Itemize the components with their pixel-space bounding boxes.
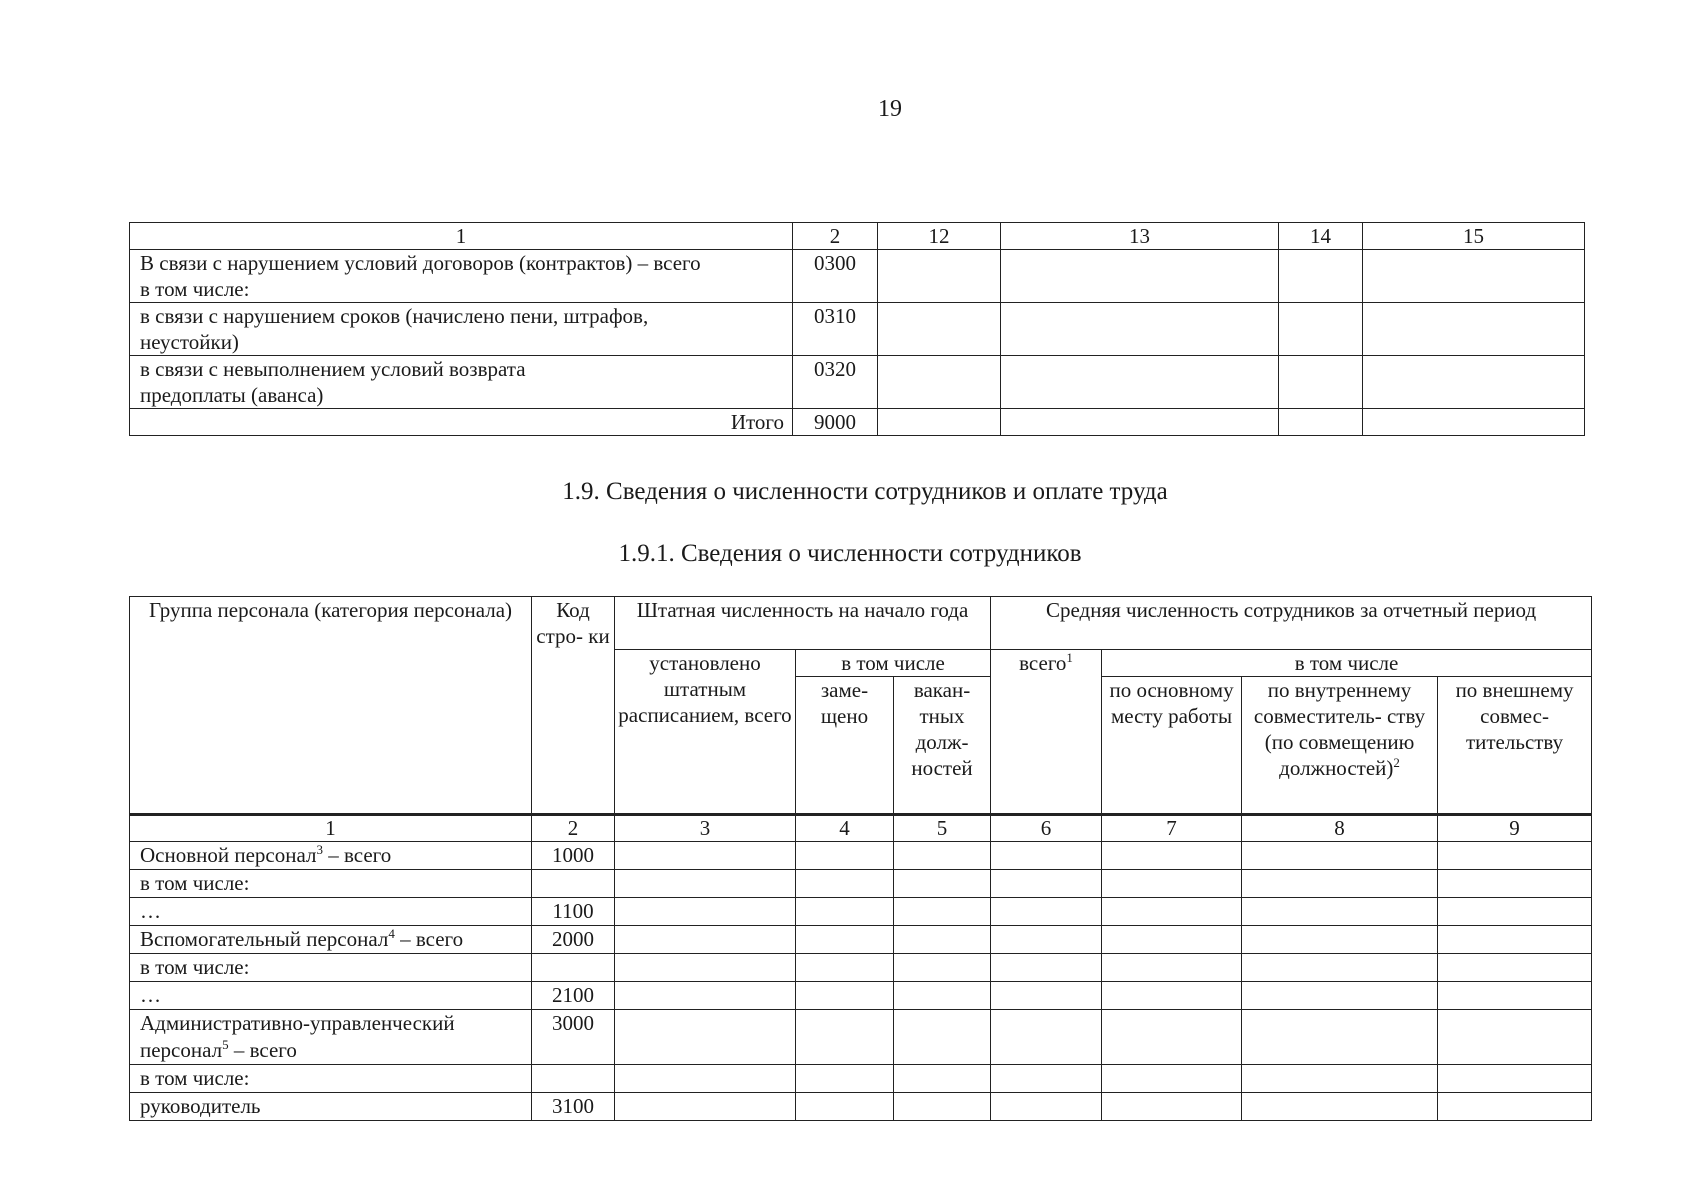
cell-empty bbox=[1279, 303, 1363, 356]
column-number: 5 bbox=[894, 815, 991, 842]
row-label: в том числе: bbox=[130, 870, 532, 898]
row-code: 3000 bbox=[532, 1010, 615, 1065]
cell-empty bbox=[991, 982, 1102, 1010]
page-number: 19 bbox=[878, 96, 902, 122]
cell-empty bbox=[1102, 842, 1242, 870]
cell-empty bbox=[991, 954, 1102, 982]
cell-empty bbox=[615, 1093, 796, 1121]
row-label: в связи с нарушением сроков (начислено пени, штрафов, неустойки) bbox=[130, 303, 793, 356]
cell-empty bbox=[878, 356, 1001, 409]
cell-empty bbox=[1242, 982, 1438, 1010]
cell-empty bbox=[1102, 982, 1242, 1010]
column-header-13: 13 bbox=[1001, 223, 1279, 250]
cell-empty bbox=[1438, 870, 1592, 898]
row-code bbox=[532, 954, 615, 982]
cell-empty bbox=[796, 1093, 894, 1121]
cell-empty bbox=[1001, 409, 1279, 436]
column-number: 4 bbox=[796, 815, 894, 842]
header-main-job: по основному месту работы bbox=[1102, 677, 1242, 815]
cell-empty bbox=[878, 409, 1001, 436]
cell-empty bbox=[1242, 898, 1438, 926]
column-number: 3 bbox=[615, 815, 796, 842]
cell-empty bbox=[894, 842, 991, 870]
cell-empty bbox=[894, 870, 991, 898]
cell-empty bbox=[991, 870, 1102, 898]
column-header-14: 14 bbox=[1279, 223, 1363, 250]
cell-empty bbox=[1102, 1010, 1242, 1065]
row-code bbox=[532, 1065, 615, 1093]
column-number: 1 bbox=[130, 815, 532, 842]
header-staff: Штатная численность на начало года bbox=[615, 597, 991, 650]
column-number: 8 bbox=[1242, 815, 1438, 842]
row-label: В связи с нарушением условий договоров (контрактов) – всего в том числе: bbox=[130, 250, 793, 303]
cell-empty bbox=[991, 842, 1102, 870]
cell-empty bbox=[1242, 1065, 1438, 1093]
cell-empty bbox=[991, 926, 1102, 954]
cell-empty bbox=[1438, 1010, 1592, 1065]
row-label: Основной персонал$^3$ – всего bbox=[130, 842, 532, 870]
row-label: в том числе: bbox=[130, 954, 532, 982]
cell-empty bbox=[1279, 409, 1363, 436]
column-header-2: 2 bbox=[793, 223, 878, 250]
cell-empty bbox=[991, 1093, 1102, 1121]
cell-empty bbox=[615, 1010, 796, 1065]
cell-empty bbox=[1363, 303, 1585, 356]
table-row bbox=[130, 926, 1592, 954]
header-including: в том числе bbox=[1102, 650, 1592, 677]
cell-empty bbox=[796, 982, 894, 1010]
table-row bbox=[130, 250, 1585, 303]
table-row bbox=[130, 1065, 1592, 1093]
cell-empty bbox=[796, 898, 894, 926]
row-label: в том числе: bbox=[130, 1065, 532, 1093]
cell-empty bbox=[1242, 1010, 1438, 1065]
cell-empty bbox=[1438, 842, 1592, 870]
cell-empty bbox=[1242, 1093, 1438, 1121]
cell-empty bbox=[1279, 250, 1363, 303]
cell-empty bbox=[1242, 954, 1438, 982]
cell-empty bbox=[1001, 303, 1279, 356]
row-label: … bbox=[130, 898, 532, 926]
total-row bbox=[130, 409, 1585, 436]
cell-empty bbox=[894, 926, 991, 954]
cell-empty bbox=[878, 303, 1001, 356]
cell-empty bbox=[1363, 250, 1585, 303]
header-code: Код стро- ки bbox=[532, 597, 615, 815]
cell-empty bbox=[615, 954, 796, 982]
cell-empty bbox=[796, 1065, 894, 1093]
cell-empty bbox=[1102, 898, 1242, 926]
row-code: 2000 bbox=[532, 926, 615, 954]
cell-empty bbox=[1242, 842, 1438, 870]
cell-empty bbox=[1438, 982, 1592, 1010]
table-row bbox=[130, 982, 1592, 1010]
header-filled: заме- щено bbox=[796, 677, 894, 815]
table-row bbox=[130, 356, 1585, 409]
total-label: Итого bbox=[130, 409, 793, 436]
column-number: 7 bbox=[1102, 815, 1242, 842]
cell-empty bbox=[1279, 356, 1363, 409]
cell-empty bbox=[1102, 1065, 1242, 1093]
table-row bbox=[130, 303, 1585, 356]
table-row bbox=[130, 954, 1592, 982]
header-average: Средняя численность сотрудников за отчетный период bbox=[991, 597, 1592, 650]
row-label: … bbox=[130, 982, 532, 1010]
header-group: Группа персонала (категория персонала) bbox=[130, 597, 532, 815]
header-internal: по внутреннему совместитель- ству (по совмещению должностей)$^2$ bbox=[1242, 677, 1438, 815]
subsection-title: 1.9.1. Сведения о численности сотрудников bbox=[618, 540, 1082, 567]
cell-empty bbox=[796, 870, 894, 898]
row-code bbox=[532, 870, 615, 898]
column-number: 6 bbox=[991, 815, 1102, 842]
cell-empty bbox=[615, 842, 796, 870]
cell-empty bbox=[1438, 954, 1592, 982]
cell-empty bbox=[894, 1093, 991, 1121]
table-row bbox=[130, 870, 1592, 898]
row-code: 2100 bbox=[532, 982, 615, 1010]
cell-empty bbox=[1001, 356, 1279, 409]
total-code: 9000 bbox=[793, 409, 878, 436]
table-row bbox=[130, 842, 1592, 870]
cell-empty bbox=[1363, 356, 1585, 409]
cell-empty bbox=[1438, 1065, 1592, 1093]
row-code: 1100 bbox=[532, 898, 615, 926]
cell-empty bbox=[615, 870, 796, 898]
cell-empty bbox=[615, 926, 796, 954]
row-label: Административно-управленческий персонал$^5$ – всего bbox=[130, 1010, 532, 1065]
cell-empty bbox=[796, 954, 894, 982]
cell-empty bbox=[1363, 409, 1585, 436]
cell-empty bbox=[1438, 926, 1592, 954]
cell-empty bbox=[796, 842, 894, 870]
table-row bbox=[130, 1010, 1592, 1065]
column-header-15: 15 bbox=[1363, 223, 1585, 250]
cell-empty bbox=[796, 1010, 894, 1065]
cell-empty bbox=[878, 250, 1001, 303]
cell-empty bbox=[615, 1065, 796, 1093]
row-code: 0300 bbox=[793, 250, 878, 303]
cell-empty bbox=[1102, 954, 1242, 982]
cell-empty bbox=[991, 898, 1102, 926]
cell-empty bbox=[615, 898, 796, 926]
column-number: 9 bbox=[1438, 815, 1592, 842]
section-title: 1.9. Сведения о численности сотрудников и оплате труда bbox=[562, 478, 1168, 505]
column-header-12: 12 bbox=[878, 223, 1001, 250]
column-number: 2 bbox=[532, 815, 615, 842]
cell-empty bbox=[1438, 898, 1592, 926]
row-label: Вспомогательный персонал$^4$ – всего bbox=[130, 926, 532, 954]
row-code: 1000 bbox=[532, 842, 615, 870]
cell-empty bbox=[1242, 870, 1438, 898]
row-code: 0320 bbox=[793, 356, 878, 409]
liabilities-table bbox=[129, 222, 1585, 436]
row-label: руководитель bbox=[130, 1093, 532, 1121]
staff-count-table bbox=[129, 596, 1592, 1121]
cell-empty bbox=[615, 982, 796, 1010]
header-total: всего$^1$ bbox=[991, 650, 1102, 815]
cell-empty bbox=[894, 1065, 991, 1093]
cell-empty bbox=[1102, 926, 1242, 954]
row-label: в связи с невыполнением условий возврата предоплаты (аванса) bbox=[130, 356, 793, 409]
header-external: по внешнему совмес- тительству bbox=[1438, 677, 1592, 815]
header-established: установлено штатным расписанием, всего bbox=[615, 650, 796, 815]
table-row bbox=[130, 1093, 1592, 1121]
row-code: 3100 bbox=[532, 1093, 615, 1121]
cell-empty bbox=[1001, 250, 1279, 303]
row-code: 0310 bbox=[793, 303, 878, 356]
cell-empty bbox=[796, 926, 894, 954]
table-row bbox=[130, 898, 1592, 926]
cell-empty bbox=[1438, 1093, 1592, 1121]
column-header-1: 1 bbox=[130, 223, 793, 250]
cell-empty bbox=[991, 1065, 1102, 1093]
cell-empty bbox=[894, 982, 991, 1010]
cell-empty bbox=[991, 1010, 1102, 1065]
cell-empty bbox=[1102, 870, 1242, 898]
header-vacant: вакан- тных долж- ностей bbox=[894, 677, 991, 815]
cell-empty bbox=[1102, 1093, 1242, 1121]
cell-empty bbox=[894, 1010, 991, 1065]
cell-empty bbox=[894, 954, 991, 982]
cell-empty bbox=[894, 898, 991, 926]
header-including: в том числе bbox=[796, 650, 991, 677]
cell-empty bbox=[1242, 926, 1438, 954]
